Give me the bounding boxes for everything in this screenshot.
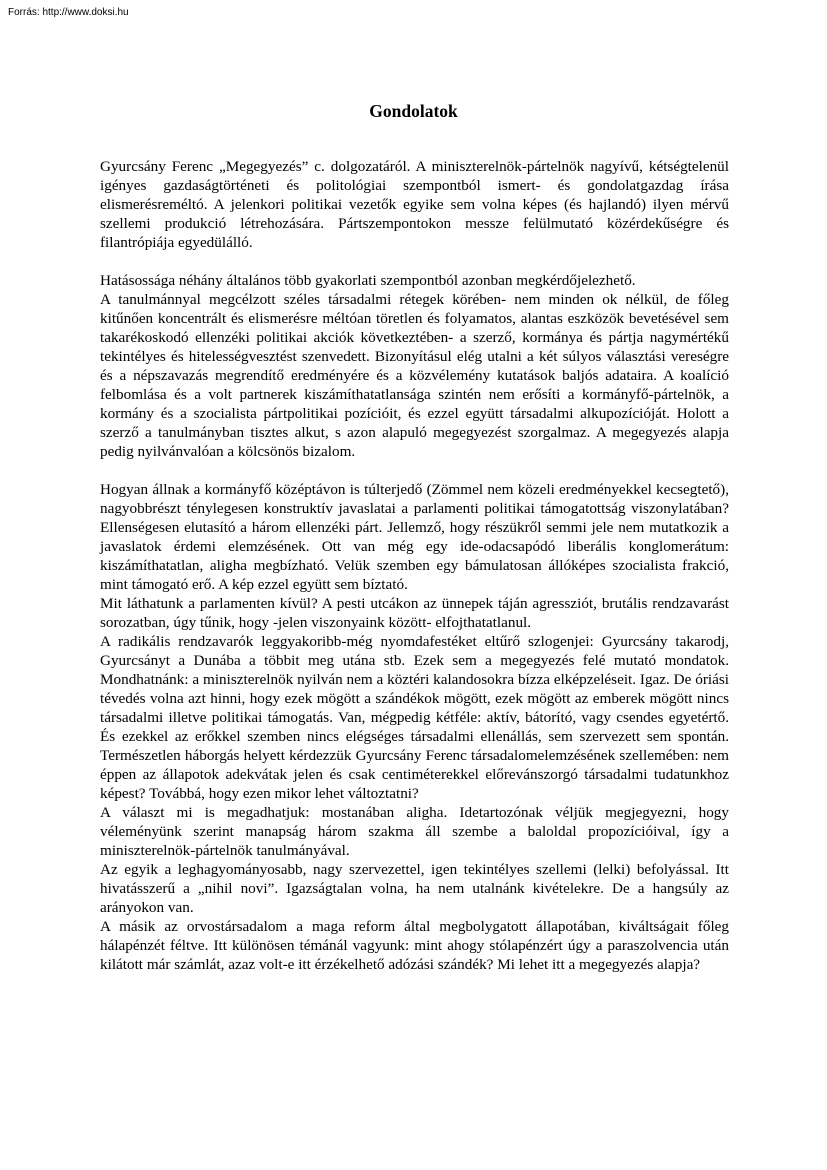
paragraph-outside-parliament: Mit láthatunk a parlamenten kívül? A pesti utcákon az ünnepek táján agressziót, brutális rendzavarást sorozatban, úgy tűnik, hogy -jelen viszonyaink között- elfojthatatlanul. bbox=[100, 595, 729, 631]
page-title: Gondolatok bbox=[369, 101, 458, 121]
paragraph-intro: Gyurcsány Ferenc „Megegyezés” c. dolgozatáról. A miniszterelnök-pártelnök nagyívű, kétségtelenül igényes gazdaságtörténeti és politológiai szempontból ismert- és gondolatgazdag írása elismerésreméltó. A jelenkori politikai vezetők egyike sem volna képes (és hajlandó) ilyen mérvű szellemi produkció létrehozására. Pártszempontokon messze felülmutató közérdekűségre és filantrópiája egyedülálló. bbox=[100, 158, 729, 251]
paragraph-social-layers: A tanulmánnyal megcélzott széles társadalmi rétegek körében- nem minden ok nélkül, de főleg kitűnően koncentrált és elismerésre méltóan töretlen és folyamatos, alantas eszközök bevetésével sem takarékoskodó ellenzéki politikai akciók következtében- a szerző, kormánya és pártja nagymértékű tekintélyes és hitelességvesztést szenvedett. Bizonyításul elég utalni a két súlyos választási vereségre és a népszavazás megrendítő eredményére és a közvélemény kutatások baljós adataira. A koalíció felbomlása és a volt partnerek kiszámíthatatlansága szintén nem erősíti a kormányfő-pártelnök, a kormány és a szocialista pártpolitikai pozícióit, és ezzel együtt társadalmi alkupozícióját. Holott a szerző a tanulmányban tisztes alkut, s azon alapuló megegyezést szorgalmaz. A megegyezés alapja pedig nyilvánvalóan a kölcsönös bizalom. bbox=[100, 291, 729, 460]
paragraph-first-profession: Az egyik a leghagyományosabb, nagy szervezettel, igen tekintélyes szellemi (lelki) befolyással. Itt hivatásszerű a „nihil novi”. Igazságtalan volna, ha nem utalnánk kivételekre. De a hangsúly az arányokon van. bbox=[100, 861, 729, 916]
document-body bbox=[100, 157, 729, 974]
paragraph-answer: A választ mi is megadhatjuk: mostanában aligha. Idetartozónak véljük megjegyezni, hogy véleményünk szerint manapság három szakma áll szembe a baloldal propozícióival, így a miniszterelnök-pártelnök tanulmányával. bbox=[100, 804, 729, 859]
source-url-label: Forrás: http://www.doksi.hu bbox=[8, 7, 129, 18]
paragraph-parliament: Hogyan állnak a kormányfő középtávon is túlterjedő (Zömmel nem közeli eredményekkel kecsegtető), nagyobbrészt ténylegesen konstruktív javaslatai a parlamenti politikai támogatottság viszonylatában? Ellenségesen elutasító a három ellenzéki párt. Jellemző, hogy részükről semmi jele nem mutatkozik a javaslatok érdemi elemzésének. Ott van még egy ide-odacsapódó liberális konglomerátum: kiszámíthatatlan, aligha megbízható. Velük szemben egy bámulatosan állóképes szocialista frakció, mint támogató erő. A kép ezzel együtt sem bíztató. bbox=[100, 481, 729, 593]
paragraph-second-profession: A másik az orvostársadalom a maga reform által megbolygatott állapotában, kiváltságait főleg hálapénzét féltve. Itt különösen témánál vagyunk: mint ahogy stólapénzért úgy a paraszolvencia után kilátott már számlát, azaz volt-e itt érzékelhető adózási szándék? Mi lehet itt a megegyezés alapja? bbox=[100, 918, 729, 973]
paragraph-effectiveness: Hatásossága néhány általános több gyakorlati szempontból azonban megkérdőjelezhető. bbox=[100, 272, 636, 289]
paragraph-radicals: A radikális rendzavarók leggyakoribb-még nyomdafestéket eltűrő szlogenjei: Gyurcsány takarodj, Gyurcsányt a Dunába a többit meg utána stb. Ezek sem a megegyezés felé mutató mondatok. Mondhatnánk: a miniszterelnök nyilván nem a köztéri kalandosokra bízza elképzeléseit. Igaz. De óriási tévedés volna azt hinni, hogy ezek mögött a szándékok mögött, ezek mögött az emberek mögött nincs társadalmi illetve politikai támogatás. Van, mégpedig kétféle: aktív, bátorító, vagy csendes egyetértő. És ezekkel az erőkkel szemben nincs elégséges társadalmi ellenállás, sem szervezett sem spontán. Természetlen háborgás helyett kérdezzük Gyurcsány Ferenc társadalomelemzésének szellemében: nem éppen az állapotok adekvátak jelen és csak centiméterekkel előrevánszorgó társadalmi tudatunkhoz képest? Továbbá, hogy ezen mikor lehet változtatni? bbox=[100, 633, 729, 802]
